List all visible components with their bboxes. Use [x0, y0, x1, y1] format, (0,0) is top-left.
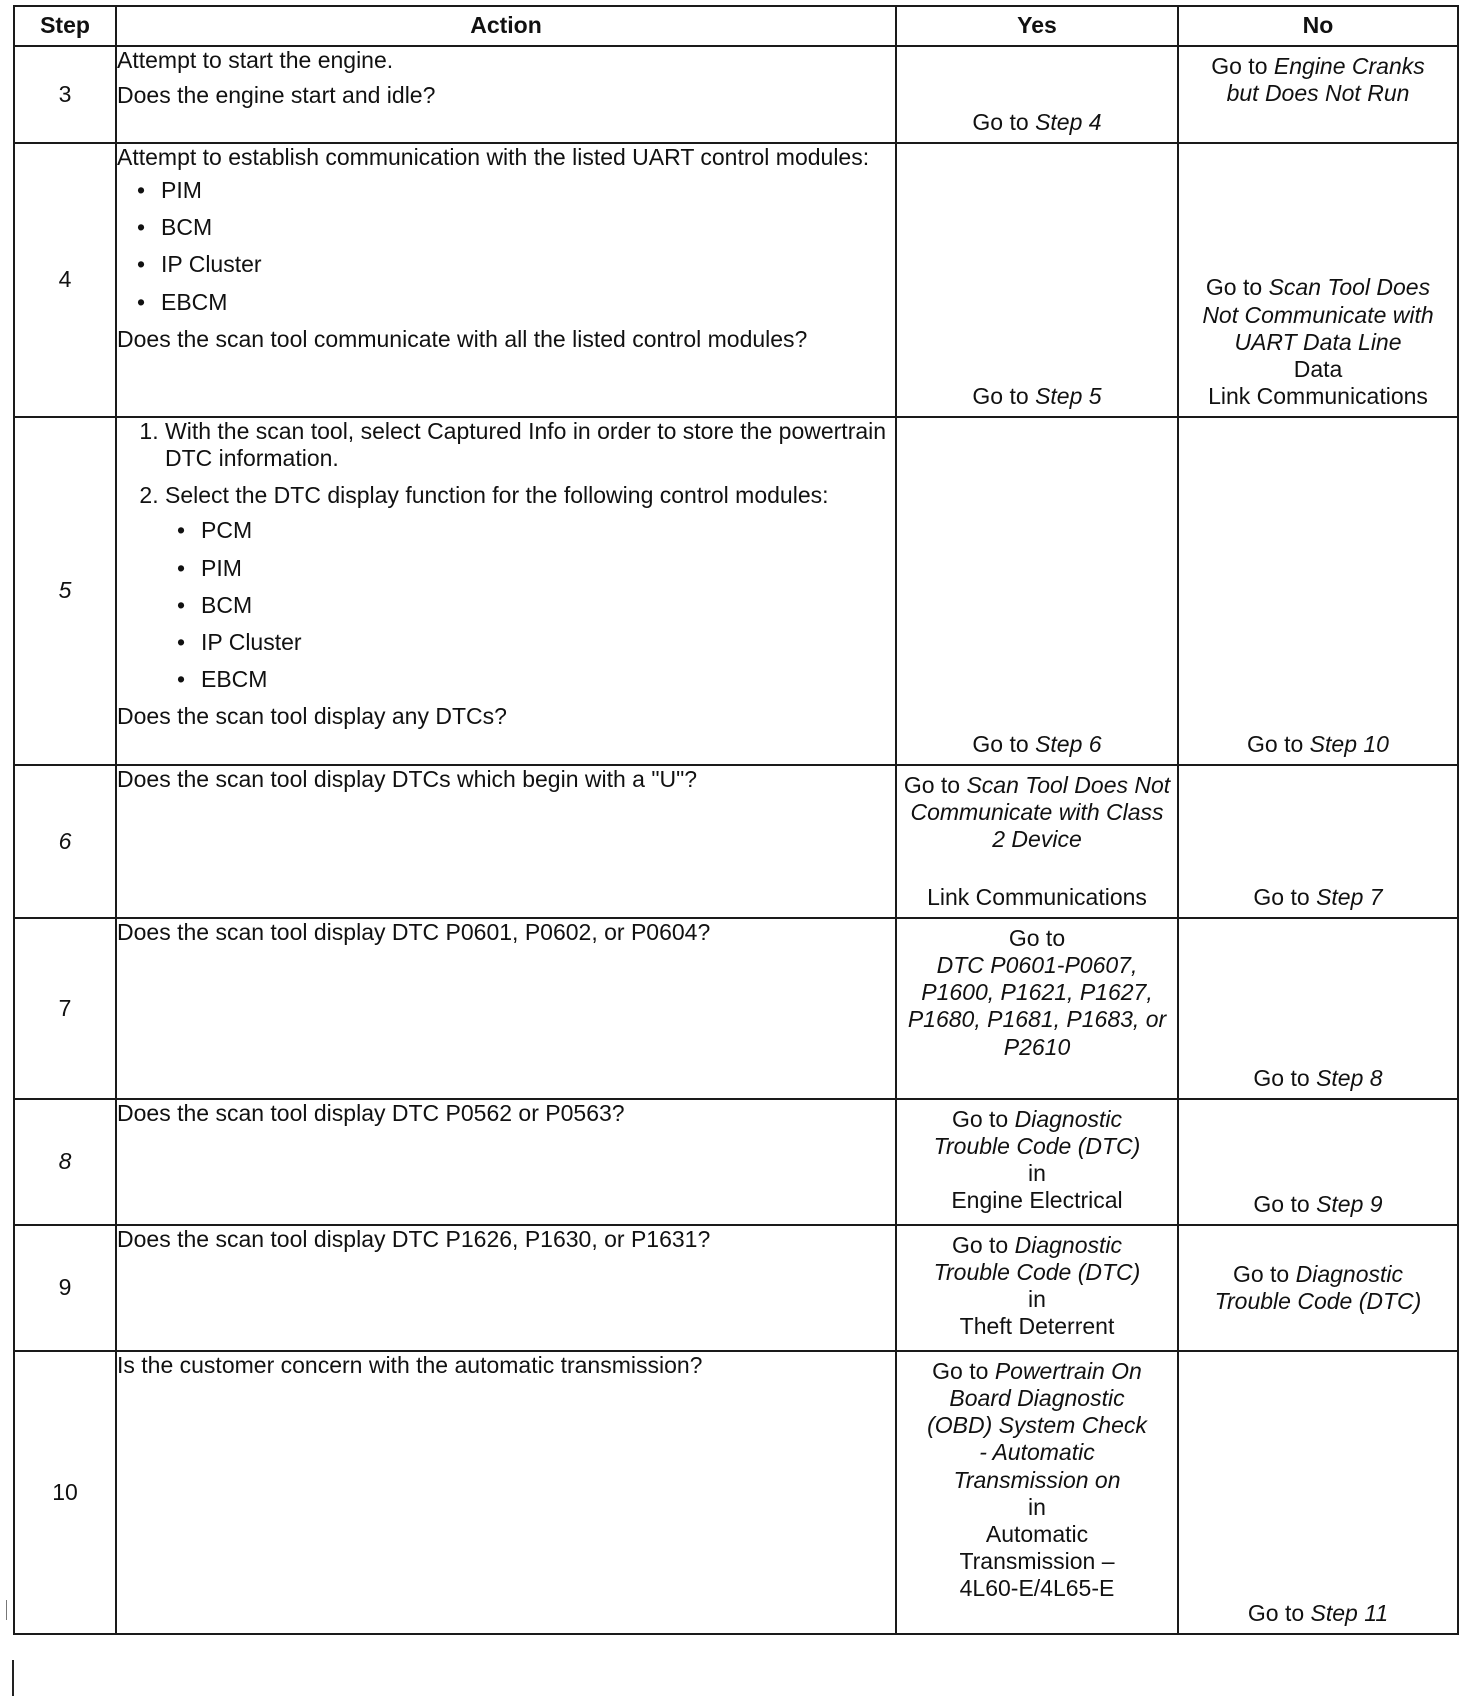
procedure-list	[117, 418, 895, 693]
module-list	[165, 517, 895, 693]
step-number: 6	[14, 765, 116, 918]
no-cell	[1178, 1225, 1458, 1351]
margin-mark-faint	[6, 1600, 7, 1620]
action-question: Does the scan tool display DTCs which begin with a "U"?	[117, 766, 698, 792]
step-number: 10	[14, 1351, 116, 1634]
yes-text: Go to Step 6	[972, 730, 1102, 757]
header-action: Action	[116, 6, 896, 46]
list-item: • EBCM	[177, 666, 895, 693]
step-number: 7	[14, 918, 116, 1099]
list-item: • IP Cluster	[177, 629, 895, 656]
no-text: Go to Step 10	[1247, 730, 1389, 757]
action-text: Attempt to start the engine.	[117, 47, 394, 73]
table-row-step-6	[14, 765, 1458, 918]
action-cell	[116, 765, 896, 918]
list-item: • BCM	[137, 214, 895, 241]
yes-text: Go to Diagnostic Trouble Code (DTC) in Theft Deterrent	[933, 1232, 1141, 1340]
no-cell	[1178, 918, 1458, 1099]
table-row-step-9	[14, 1225, 1458, 1351]
action-question: Does the engine start and idle?	[117, 82, 436, 109]
yes-text: Go to Step 5	[972, 382, 1102, 409]
header-yes: Yes	[896, 6, 1178, 46]
step-number: 5	[14, 417, 116, 765]
table-row-step-4	[14, 143, 1458, 417]
yes-cell	[896, 46, 1178, 143]
header-row	[14, 6, 1458, 46]
yes-cell	[896, 1351, 1178, 1634]
yes-text: Go to Step 4	[972, 108, 1102, 135]
list-item: 2. Select the DTC display function for the following control modules: • PCM • PIM • BCM • IP Cluster • EBCM	[165, 482, 895, 693]
no-text: Go to Step 8	[1253, 1064, 1383, 1091]
step-number: 3	[14, 46, 116, 143]
no-text: Go to Scan Tool Does Not Communicate with UART Data Line Data Link Communications	[1202, 274, 1434, 409]
action-cell	[116, 918, 896, 1099]
yes-cell	[896, 765, 1178, 918]
yes-cell	[896, 417, 1178, 765]
yes-text: Go to Scan Tool Does Not Communicate with Class 2 Device	[903, 772, 1171, 853]
no-text: Go to Diagnostic Trouble Code (DTC)	[1214, 1260, 1422, 1314]
yes-text-bottom: Link Communications	[927, 883, 1147, 910]
no-cell	[1178, 417, 1458, 765]
header-step: Step	[14, 6, 116, 46]
step-number: 9	[14, 1225, 116, 1351]
no-text: Go to Step 9	[1253, 1190, 1383, 1217]
table-row-step-3	[14, 46, 1458, 143]
action-question: Does the scan tool display DTC P0601, P0602, or P0604?	[117, 919, 711, 945]
list-item: • PIM	[177, 555, 895, 582]
table-row-step-7	[14, 918, 1458, 1099]
action-question: Does the scan tool display DTC P0562 or P0563?	[117, 1100, 625, 1126]
yes-text: Go to Powertrain On Board Diagnostic (OBD) System Check - Automatic Transmission on in Automatic Transmission – 4L60-E/4L65-E	[927, 1358, 1147, 1601]
action-question: Does the scan tool communicate with all the listed control modules?	[117, 325, 808, 352]
header-no: No	[1178, 6, 1458, 46]
no-cell	[1178, 1351, 1458, 1634]
list-item: • BCM	[177, 592, 895, 619]
action-question: Does the scan tool display any DTCs?	[117, 703, 507, 729]
no-text: Go to Engine Cranks but Does Not Run	[1211, 53, 1425, 107]
step-number: 8	[14, 1099, 116, 1225]
yes-cell	[896, 1225, 1178, 1351]
yes-text: Go to DTC P0601-P0607, P1600, P1621, P1627, P1680, P1681, P1683, or P2610	[907, 925, 1167, 1060]
yes-cell	[896, 1099, 1178, 1225]
no-text: Go to Step 11	[1247, 1599, 1389, 1626]
yes-cell	[896, 143, 1178, 417]
action-cell	[116, 46, 896, 143]
action-cell	[116, 143, 896, 417]
table-row-step-5	[14, 417, 1458, 765]
list-item: • IP Cluster	[137, 251, 895, 278]
yes-text: Go to Diagnostic Trouble Code (DTC) in Engine Electrical	[933, 1106, 1141, 1214]
list-item: • EBCM	[137, 289, 895, 316]
step-number: 4	[14, 143, 116, 417]
table-row-step-8	[14, 1099, 1458, 1225]
module-list	[117, 177, 895, 316]
no-text: Go to Step 7	[1253, 883, 1383, 910]
table-row-step-10	[14, 1351, 1458, 1634]
action-cell	[116, 1099, 896, 1225]
no-cell	[1178, 46, 1458, 143]
list-item: 1. With the scan tool, select Captured Info in order to store the powertrain DTC information.	[165, 418, 895, 472]
action-cell	[116, 417, 896, 765]
no-cell	[1178, 765, 1458, 918]
no-cell	[1178, 143, 1458, 417]
action-text: Attempt to establish communication with the listed UART control modules:	[117, 144, 870, 170]
list-item: • PCM	[177, 517, 895, 544]
action-cell	[116, 1225, 896, 1351]
diagnostic-table	[13, 5, 1459, 1635]
no-cell	[1178, 1099, 1458, 1225]
action-question: Does the scan tool display DTC P1626, P1630, or P1631?	[117, 1226, 711, 1252]
action-cell	[116, 1351, 896, 1634]
action-question: Is the customer concern with the automatic transmission?	[117, 1352, 703, 1378]
list-item: • PIM	[137, 177, 895, 204]
margin-mark	[12, 1660, 14, 1696]
yes-cell	[896, 918, 1178, 1099]
